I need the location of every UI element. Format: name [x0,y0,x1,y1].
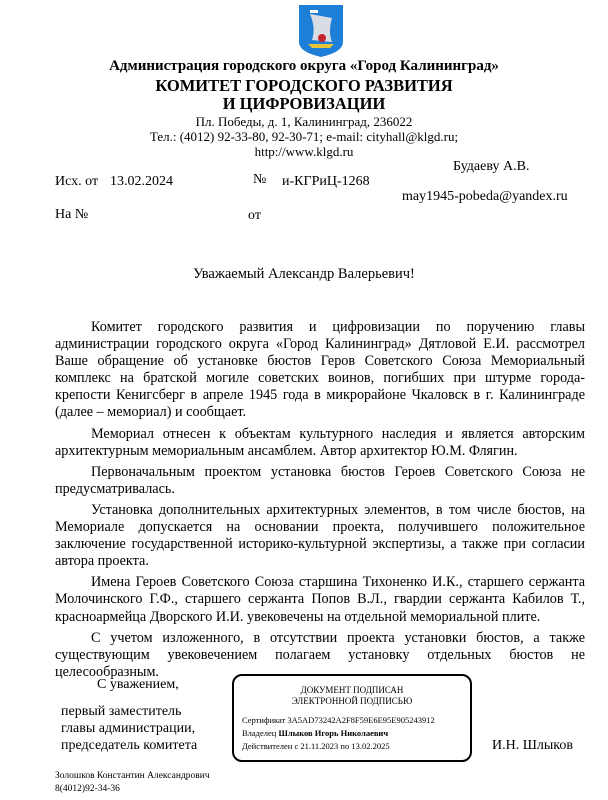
executor-name: Золошков Константин Александрович [55,771,210,781]
paragraph: Имена Героев Советского Союза старшина Тихоненко И.К., старшего сержанта Молочинского Г.Ф., старшего сержанта Попов В.Л., гвардии сержанта Кабилов Т., красноармейца Дворского И.И. увековечены на отдельной мемориальной плите. [55,574,585,625]
reference-from: от [248,208,261,223]
electronic-signature-stamp [232,674,472,762]
reference-label: На № [55,207,89,222]
committee-name-line1: КОМИТЕТ ГОРОДСКОГО РАЗВИТИЯ [155,76,453,95]
paragraph: Установка дополнительных архитектурных элементов, в том числе бюстов, на Мемориале допускается на основании проекта, получившего положительное заключение государственной историко-культурной экспертизы, а также при согласии автора проекта. [55,501,585,570]
recipient-name: Будаеву А.В. [453,159,530,174]
valid-value: с 21.11.2023 по 13.02.2025 [294,741,390,751]
valid-label: Действителен [242,741,293,751]
stamp-subtitle: ЭЛЕКТРОННОЙ ПОДПИСЬЮ [291,696,413,706]
recipient-email: may1945-pobeda@yandex.ru [402,189,568,204]
paragraph: С учетом изложенного, в отсутствии проекта установки бюстов, а также существующим увековечением полагаем установку отдельных бюстов не целесообразным. [55,629,585,680]
outgoing-date: 13.02.2024 [110,174,173,189]
number-label: № [253,172,267,187]
signer-title-line: главы администрации, [61,721,196,736]
signer-title-line: председатель комитета [61,738,198,753]
signer-title [61,703,197,754]
signer-name: И.Н. Шлыков [492,738,573,753]
paragraph: Первоначальным проектом установка бюстов Героев Советского Союза не предусматривалась. [55,463,585,497]
letter-body [55,319,585,681]
org-name: Администрация городского округа «Город Калининград» [109,58,499,74]
owner-value: Шлыков Игорь Николаевич [278,728,389,738]
signer-title-line: первый заместитель [61,704,182,719]
cert-label: Сертификат [242,715,286,725]
outgoing-label: Исх. от [55,174,99,189]
owner-label: Владелец [242,728,277,738]
executor-phone: 8(4012)92-34-36 [55,784,120,794]
coat-of-arms-logo [298,4,344,58]
cert-value: 3A5AD73242A2F8F59E6E95E905243912 [287,715,435,725]
address: Пл. Победы, д. 1, Калининград, 236022 [195,114,413,129]
paragraph: Комитет городского развития и цифровизации по поручению главы администрации городского округа «Город Калининград» Дятловой Е.И. рассмотрел Ваше обращение об установке бюстов Геров Советского Союза Мемориальный комплекс на братской могиле советских воинов, погибших при штурме города-крепости Кенигсберг в апреле 1945 года в микрорайоне Чкаловск в г. Калининграде (далее – мемориал) и сообщает. [55,319,585,421]
website: http://www.klgd.ru [254,144,354,159]
closing: С уважением, [97,677,179,692]
stamp-title: ДОКУМЕНТ ПОДПИСАН [300,685,404,695]
outgoing-number: и-КГРиЦ-1268 [282,174,370,189]
committee-name-line2: И ЦИФРОВИЗАЦИИ [222,94,386,113]
contacts: Тел.: (4012) 92-33-80, 92-30-71; e-mail: cityhall@klgd.ru; [149,129,459,144]
paragraph: Мемориал отнесен к объектам культурного наследия и является авторским архитектурным мемориальным ансамблем. Автор архитектор Ю.М. Флягин. [55,425,585,459]
greeting: Уважаемый Александр Валерьевич! [193,266,415,282]
